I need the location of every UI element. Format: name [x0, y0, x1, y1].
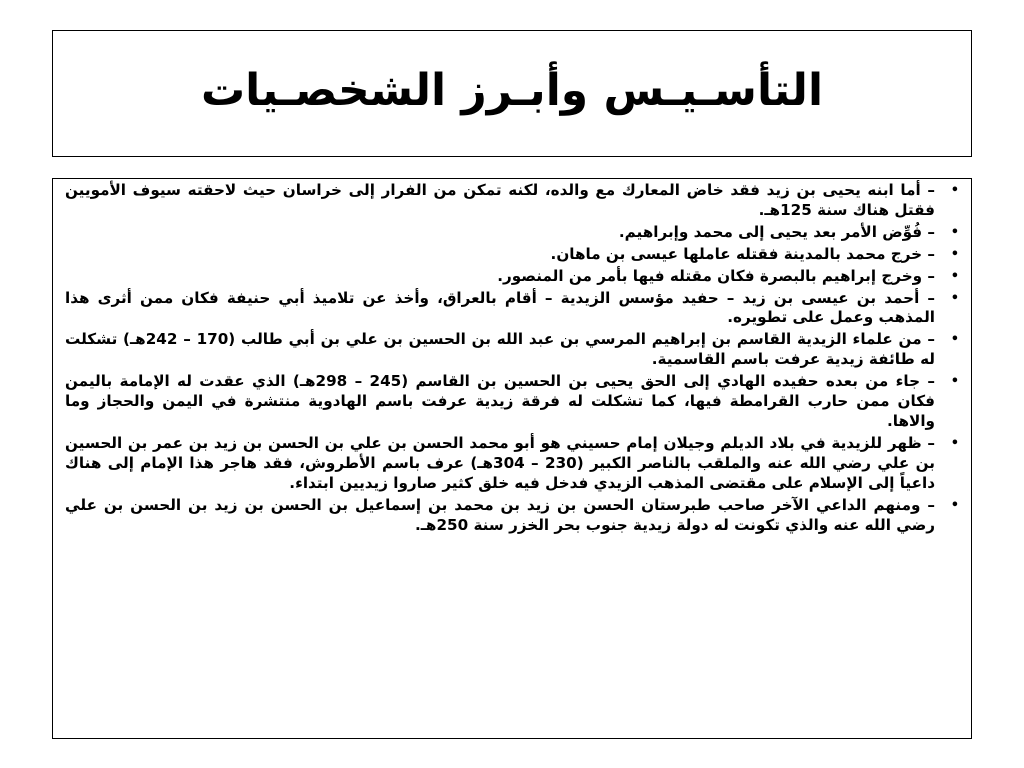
- slide-title: التأسـيـس وأبـرز الشخصـيات: [200, 64, 824, 116]
- bullet-icon: •: [950, 435, 959, 451]
- bullet-item: [65, 181, 961, 221]
- bullet-text: – أحمد بن عيسى بن زيد – حفيد مؤسس الزيدية – أقام بالعراق، وأخذ عن تلاميذ أبي حنيفة فكان ممن أثرى هذا المذهب وعمل على تطويره.: [65, 288, 935, 327]
- bullet-icon: •: [950, 224, 959, 240]
- bullet-icon: •: [950, 183, 959, 198]
- bullet-item: [65, 223, 961, 243]
- bullet-text: – ومنهم الداعي الآخر صاحب طبرستان الحسن بن زيد بن محمد بن إسماعيل بن الحسن بن زيد بن الحسن بن علي رضي الله عنه والذي تكونت له دولة زيدية جنوب بحر الخزر سنة 250هـ.: [65, 495, 935, 534]
- bullet-text: – وخرج إبراهيم بالبصرة فكان مقتله فيها بأمر من المنصور.: [497, 266, 935, 285]
- content-box: [52, 178, 972, 739]
- bullet-item: [65, 267, 961, 287]
- bullet-item: [65, 434, 961, 494]
- bullet-text: – خرج محمد بالمدينة فقتله عاملها عيسى بن ماهان.: [550, 244, 935, 263]
- bullet-text: – جاء من بعده حفيده الهادي إلى الحق يحيى بن الحسين بن القاسم (245 – 298هـ) الذي عقدت له الإمامة باليمن فكان ممن حارب القرامطة فيها، كما تشكلت له فرقة زيدية عرفت باسم الهادوية منتشرة في اليمن والحجاز وما والاها.: [65, 372, 935, 430]
- bullet-item: [65, 289, 961, 329]
- bullet-icon: •: [950, 268, 959, 284]
- bullet-text: – ظهر للزيدية في بلاد الديلم وجيلان إمام حسيني هو أبو محمد الحسن بن علي بن الحسن بن زيد بن عمر بن الحسين بن علي رضي الله عنه والملقب بالناصر الكبير (230 – 304هـ) عرف باسم الأطروش، فقد هاجر هذا الإمام إلى هناك داعياً إلى الإسلام على مقتضى المذهب الزيدي فدخل فيه خلق كثير صاروا زيديين ابتداء.: [65, 433, 936, 492]
- bullet-text: – فُوِّض الأمر بعد يحيى إلى محمد وإبراهيم.: [618, 222, 935, 241]
- bullet-icon: •: [950, 497, 959, 513]
- bullet-item: [65, 330, 961, 370]
- title-box: [52, 30, 972, 157]
- bullet-icon: •: [950, 290, 959, 306]
- bullet-text: – أما ابنه يحيى بن زيد فقد خاض المعارك مع والده، لكنه تمكن من الفرار إلى خراسان حيث لاحقته سيوف الأمويين فقتل هناك سنة 125هـ.: [65, 181, 935, 219]
- bullet-icon: •: [950, 374, 959, 390]
- bullet-icon: •: [950, 332, 959, 348]
- bullet-icon: •: [950, 246, 959, 262]
- bullet-item: [65, 496, 961, 536]
- bullet-item: [65, 372, 961, 432]
- bullet-text: – من علماء الزيدية القاسم بن إبراهيم المرسي بن عبد الله بن الحسين بن علي بن أبي طالب (170 – 242هـ) تشكلت له طائفة زيدية عرفت باسم القاسمية.: [65, 330, 936, 369]
- bullet-list: [65, 181, 961, 537]
- bullet-item: [65, 245, 961, 265]
